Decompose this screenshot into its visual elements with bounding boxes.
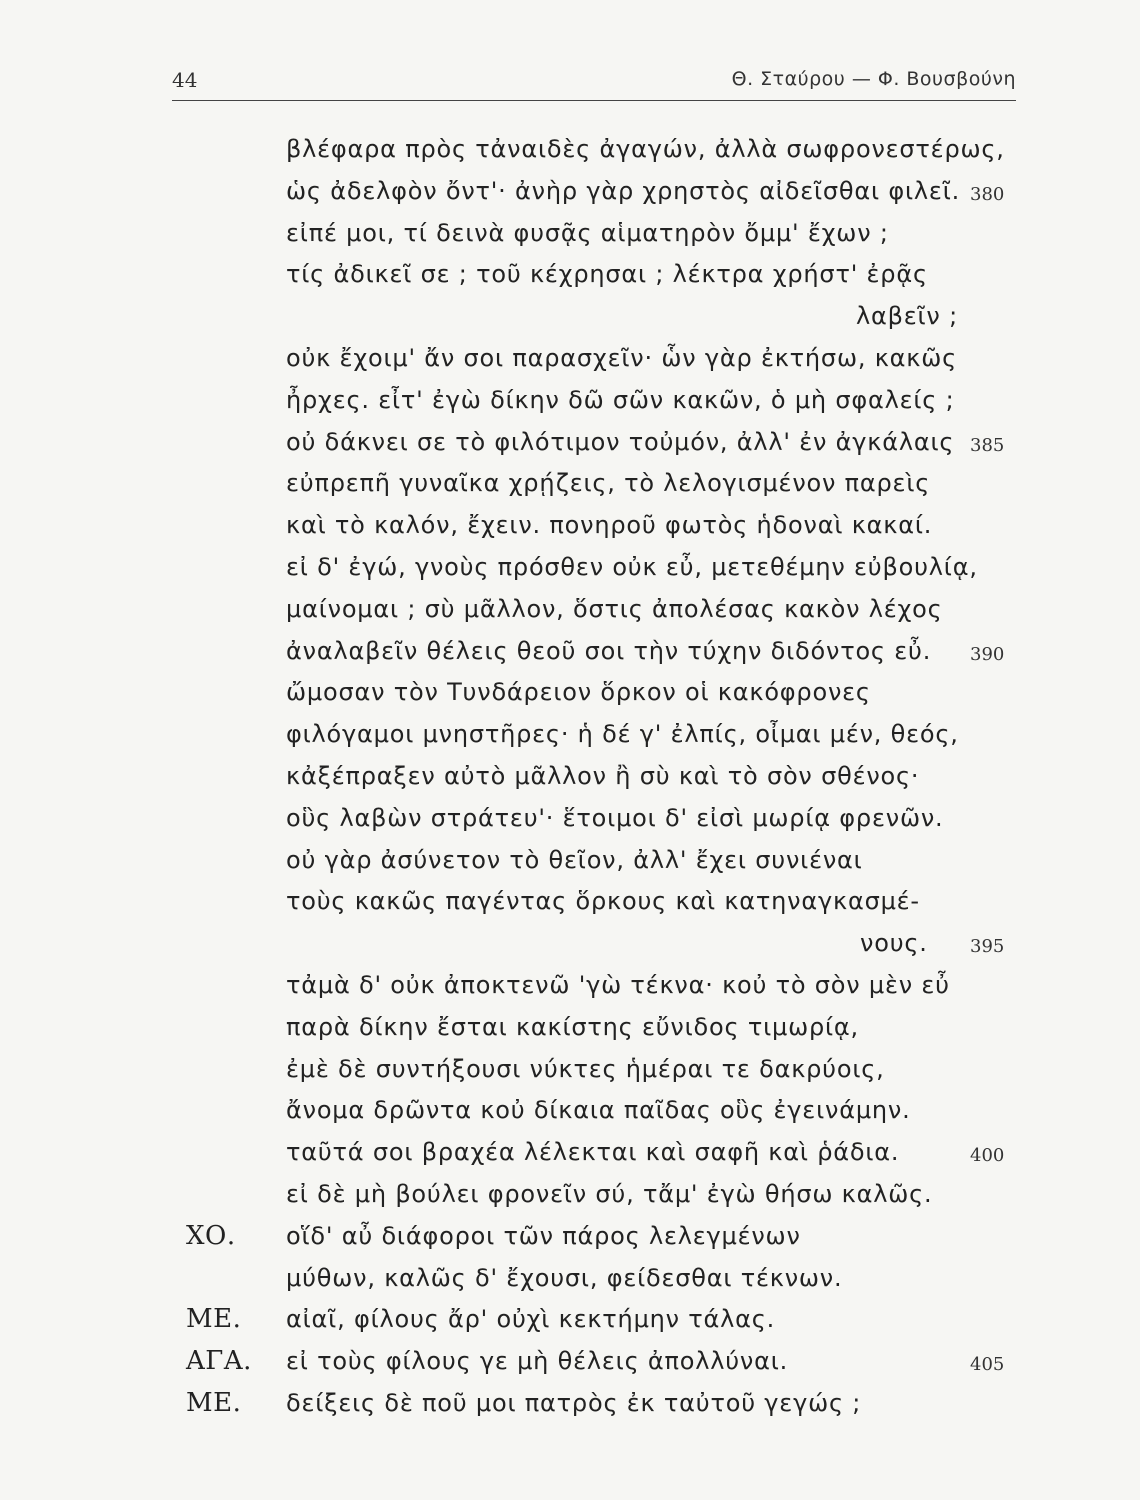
page-number: 44	[172, 68, 198, 92]
line-number: 400	[970, 1145, 1005, 1167]
line-number: 390	[970, 643, 1005, 665]
verse-line	[0, 462, 1140, 504]
verse-line-text: ταῦτά σοι βραχέα λέλεκται καὶ σαφῆ καὶ ῥάδια.	[286, 1138, 900, 1167]
speaker-label: ΜΕ.	[186, 1387, 242, 1418]
verse-line-text: παρὰ δίκην ἔσται κακίστης εὔνιδος τιμωρίᾳ,	[286, 1012, 859, 1041]
verse-line-text: οὓς λαβὼν στράτευ'· ἕτοιμοι δ' εἰσὶ μωρίᾳ φρενῶν.	[286, 803, 944, 832]
verse-line	[0, 630, 1140, 672]
line-number: 385	[970, 434, 1005, 456]
verse-line-text: οὐκ ἔχοιμ' ἄν σοι παρασχεῖν· ὧν γὰρ ἐκτήσω, κακῶς	[286, 343, 957, 372]
verse-line-text: μύθων, καλῶς δ' ἔχουσι, φείδεσθαι τέκνων.	[286, 1263, 843, 1292]
running-head: Θ. Σταύρου — Φ. Βουσβούνη	[731, 68, 1016, 90]
speaker-label: ΧΟ.	[186, 1220, 236, 1251]
verse-line	[0, 1257, 1140, 1299]
verse-line-text: εἰ τοὺς φίλους γε μὴ θέλεις ἀπολλύναι.	[286, 1347, 789, 1376]
verse-line	[0, 1089, 1140, 1131]
verse-line	[0, 1382, 1140, 1424]
page-header	[172, 60, 1016, 101]
verse-line-text: οὐ δάκνει σε τὸ φιλότιμον τοὐμόν, ἀλλ' ἐν ἀγκάλαις	[286, 427, 955, 456]
verse-line-text: κἀξέπραξεν αὐτὸ μᾶλλον ἢ σὺ καὶ τὸ σὸν σθένος·	[286, 761, 920, 790]
verse-line	[0, 379, 1140, 421]
verse-line-text: ἄνομα δρῶντα κοὐ δίκαια παῖδας οὓς ἐγεινάμην.	[286, 1096, 911, 1125]
verse-line-text: βλέφαρα πρὸς τἀναιδὲς ἀγαγών, ἀλλὰ σωφρονεστέρως,	[286, 135, 1005, 163]
verse-line-text: ἦρχες. εἶτ' ἐγὼ δίκην δῶ σῶν κακῶν, ὁ μὴ σφαλείς ;	[286, 385, 955, 414]
verse-line	[0, 1048, 1140, 1090]
line-number: 405	[970, 1354, 1005, 1376]
verse-line-text: ὤμοσαν τὸν Τυνδάρειον ὅρκον οἱ κακόφρονες	[286, 678, 871, 707]
verse-line-text: φιλόγαμοι μνηστῆρες· ἡ δέ γ' ἐλπίς, οἶμαι μέν, θεός,	[286, 720, 959, 749]
verse-line	[0, 1131, 1140, 1173]
verse-line-text: καὶ τὸ καλόν, ἔχειν. πονηροῦ φωτὸς ἡδοναὶ κακαί.	[286, 511, 933, 540]
verse-line	[0, 421, 1140, 463]
verse-line	[0, 964, 1140, 1006]
verse-line	[0, 128, 1140, 170]
verse-line-text: τίς ἀδικεῖ σε ; τοῦ κέχρησαι ; λέκτρα χρήστ' ἐρᾷς	[286, 260, 928, 289]
verse-line	[0, 671, 1140, 713]
verse-line	[0, 922, 1140, 964]
verse-line	[0, 588, 1140, 630]
verse-line	[0, 337, 1140, 379]
verse-line-text: εἰ δὲ μὴ βούλει φρονεῖν σύ, τἄμ' ἐγὼ θήσω καλῶς.	[286, 1179, 933, 1208]
verse-line	[0, 504, 1140, 546]
verse-line-text: εἰ δ' ἐγώ, γνοὺς πρόσθεν οὐκ εὖ, μετεθέμην εὐβουλίᾳ,	[286, 552, 978, 581]
verse-line	[0, 713, 1140, 755]
verse-line-text: οὐ γὰρ ἀσύνετον τὸ θεῖον, ἀλλ' ἔχει συνιέναι	[286, 845, 863, 874]
verse-line-text: λαβεῖν ;	[856, 302, 958, 331]
speaker-label: ΜΕ.	[186, 1304, 242, 1335]
verse-line	[0, 1340, 1140, 1382]
verse-line-text: ὡς ἀδελφὸν ὄντ'· ἀνὴρ γὰρ χρηστὸς αἰδεῖσθαι φιλεῖ.	[286, 176, 961, 205]
verse-line	[0, 1215, 1140, 1257]
verse-line-text: εὐπρεπῆ γυναῖκα χρῄζεις, τὸ λελογισμένον παρεὶς	[286, 469, 931, 498]
verse-line	[0, 253, 1140, 295]
verse-line-text: αἰαῖ, φίλους ἄρ' οὐχὶ κεκτήμην τάλας.	[286, 1305, 776, 1334]
verse-line-text: ἐμὲ δὲ συντήξουσι νύκτες ἡμέραι τε δακρύοις,	[286, 1054, 885, 1083]
verse-line	[0, 212, 1140, 254]
verse-line-text: νους.	[860, 929, 928, 958]
verse-line	[0, 755, 1140, 797]
verse-line	[0, 880, 1140, 922]
verse-line-text: οἵδ' αὖ διάφοροι τῶν πάρος λελεγμένων	[286, 1221, 801, 1250]
verse-text	[0, 128, 1140, 1424]
verse-line	[0, 170, 1140, 212]
verse-line-text: ἀναλαβεῖν θέλεις θεοῦ σοι τὴν τύχην διδόντος εὖ.	[286, 636, 932, 665]
verse-line	[0, 1006, 1140, 1048]
speaker-label: ΑΓΑ.	[186, 1346, 252, 1377]
line-number: 395	[970, 936, 1005, 958]
verse-line	[0, 546, 1140, 588]
verse-line-text: εἰπέ μοι, τί δεινὰ φυσᾷς αἱματηρὸν ὄμμ' ἔχων ;	[286, 218, 889, 247]
verse-line-text: δείξεις δὲ ποῦ μοι πατρὸς ἐκ ταὐτοῦ γεγώς ;	[286, 1388, 862, 1417]
verse-line-text: τοὺς κακῶς παγέντας ὅρκους καὶ κατηναγκασμέ-	[286, 887, 920, 916]
verse-line	[0, 1298, 1140, 1340]
verse-line	[0, 295, 1140, 337]
verse-line-text: μαίνομαι ; σὺ μᾶλλον, ὅστις ἀπολέσας κακὸν λέχος	[286, 594, 943, 623]
verse-line	[0, 1173, 1140, 1215]
line-number: 380	[970, 183, 1005, 205]
verse-line	[0, 797, 1140, 839]
verse-line-text: τἀμὰ δ' οὐκ ἀποκτενῶ 'γὼ τέκνα· κοὐ τὸ σὸν μὲν εὖ	[286, 970, 950, 999]
verse-line	[0, 839, 1140, 881]
